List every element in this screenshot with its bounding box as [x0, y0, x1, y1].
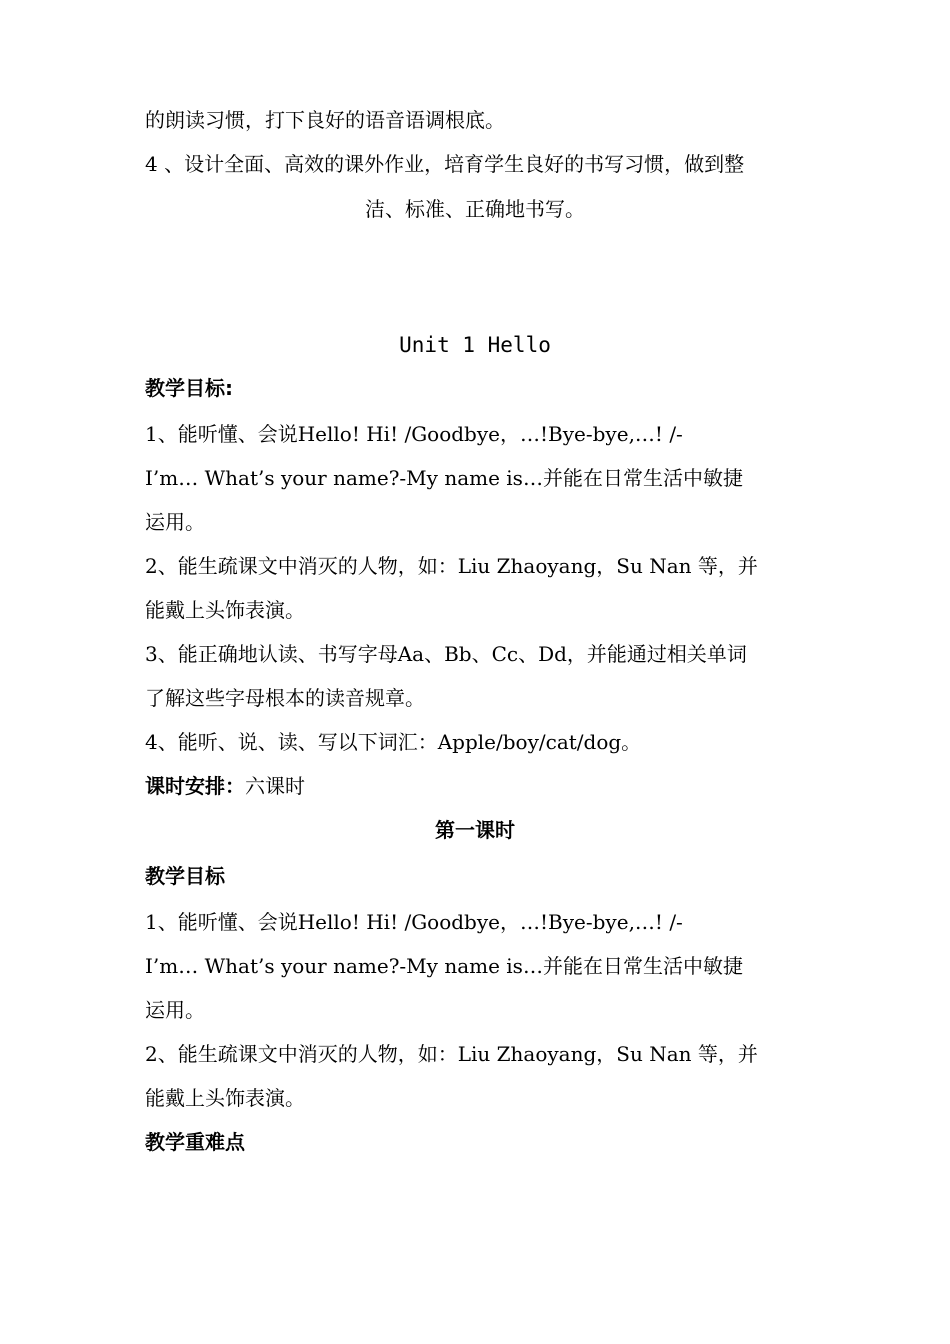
- key-points-heading: 教学重难点: [145, 1130, 245, 1154]
- lesson-goal-line: 能戴上头饰表演。: [145, 1086, 305, 1110]
- unit-goal-line: 运用。: [145, 510, 205, 534]
- unit-goals-heading: 教学目标:: [145, 376, 233, 400]
- unit-goal-line: I’m… What’s your name?-My name is…并能在日常生活中敏捷: [145, 466, 743, 490]
- intro-line-1: 的朗读习惯，打下良好的语音语调根底。: [145, 108, 505, 132]
- unit-goal-line: 了解这些字母根本的读音规章。: [145, 686, 425, 710]
- lesson-goal-line: 2、能生疏课文中消灭的人物，如：Liu Zhaoyang，Su Nan 等，并: [145, 1042, 758, 1066]
- unit-goal-line: 2、能生疏课文中消灭的人物，如：Liu Zhaoyang，Su Nan 等，并: [145, 554, 758, 578]
- lesson-goal-line: 1、能听懂、会说Hello! Hi! /Goodbye，…!Bye-bye,…! /-: [145, 910, 683, 934]
- unit-goal-line: 3、能正确地认读、书写字母Aa、Bb、Cc、Dd，并能通过相关单词: [145, 642, 747, 666]
- unit-title: Unit 1 Hello: [399, 333, 551, 357]
- unit-goal-line: 能戴上头饰表演。: [145, 598, 305, 622]
- lesson-goals-heading: 教学目标: [145, 864, 225, 888]
- lesson-goal-line: I’m… What’s your name?-My name is…并能在日常生活中敏捷: [145, 954, 743, 978]
- schedule-value: 六课时: [245, 774, 305, 798]
- unit-goal-line: 4、能听、说、读、写以下词汇：Apple/boy/cat/dog。: [145, 730, 642, 754]
- schedule-row: [145, 772, 305, 800]
- schedule-label: 课时安排：: [145, 774, 245, 798]
- lesson-goal-line: 运用。: [145, 998, 205, 1022]
- intro-line-3: 洁、标准、正确地书写。: [365, 197, 585, 221]
- intro-line-2: 4 、设计全面、高效的课外作业，培育学生良好的书写习惯，做到整: [145, 152, 745, 176]
- unit-goal-line: 1、能听懂、会说Hello! Hi! /Goodbye，…!Bye-bye,…! /-: [145, 422, 683, 446]
- lesson-title: 第一课时: [435, 818, 515, 842]
